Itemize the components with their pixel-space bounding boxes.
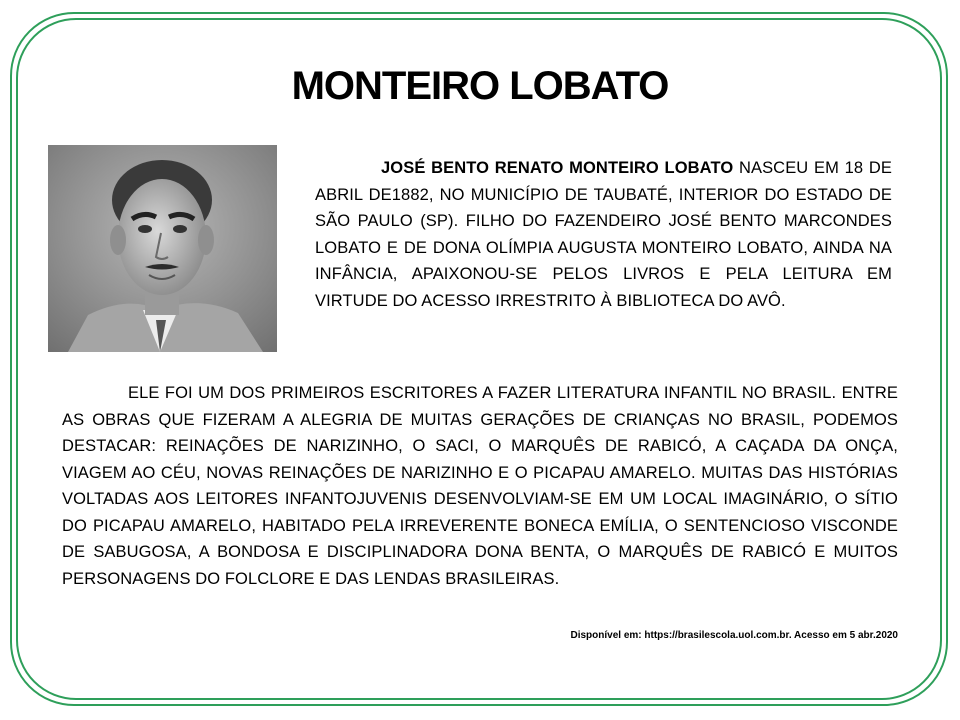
page-title: MONTEIRO LOBATO bbox=[291, 64, 669, 108]
author-portrait-photo bbox=[48, 145, 277, 352]
source-citation: Disponível em: https://brasilescola.uol.com.br. Acesso em 5 abr.2020 bbox=[570, 630, 898, 641]
intro-text: NASCEU EM 18 DE ABRIL DE1882, NO MUNICÍPIO DE TAUBATÉ, INTERIOR DO ESTADO DE SÃO PAULO (SP). FILHO DO FAZENDEIRO JOSÉ BENTO MARCONDES LOBATO E DE DONA OLÍMPIA AUGUSTA MONTEIRO LOBATO, AINDA NA INFÂNCIA, APAIXONOU-SE PELOS LIVROS E PELA LEITURA EM VIRTUDE DO ACESSO IRRESTRITO À BIBLIOTECA DO AVÔ. bbox=[315, 159, 892, 310]
portrait-icon bbox=[48, 145, 277, 352]
intro-paragraph bbox=[315, 155, 892, 314]
slide-border-inner bbox=[16, 18, 942, 700]
author-full-name: JOSÉ BENTO RENATO MONTEIRO LOBATO bbox=[381, 159, 734, 177]
body-paragraph: ELE FOI UM DOS PRIMEIROS ESCRITORES A FAZER LITERATURA INFANTIL NO BRASIL. ENTRE AS OBRAS QUE FIZERAM A ALEGRIA DE MUITAS GERAÇÕES DE CRIANÇAS NO BRASIL, PODEMOS DESTACAR: REINAÇÕES DE NARIZINHO, O SACI, O MARQUÊS DE RABICÓ, A CAÇADA DA ONÇA, VIAGEM AO CÉU, NOVAS REINAÇÕES DE NARIZINHO E O PICAPAU AMARELO. MUITAS DAS HISTÓRIAS VOLTADAS AOS LEITORES INFANTOJUVENIS DESENVOLVIAM-SE EM UM LOCAL IMAGINÁRIO, O SÍTIO DO PICAPAU AMARELO, HABITADO PELA IRREVERENTE BONECA EMÍLIA, O SENTENCIOSO VISCONDE DE SABUGOSA, A BONDOSA E DISCIPLINADORA DONA BENTA, O MARQUÊS DE RABICÓ E MUITOS PERSONAGENS DO FOLCLORE E DAS LENDAS BRASILEIRAS. bbox=[62, 384, 898, 588]
